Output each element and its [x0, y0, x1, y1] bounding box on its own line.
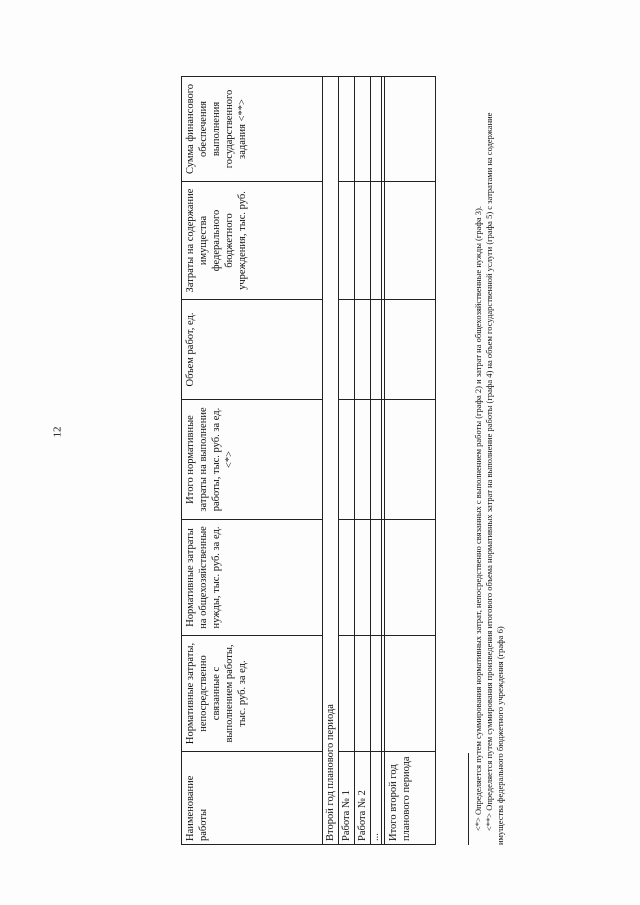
table-row	[355, 77, 371, 845]
row-label: Работа № 1	[339, 752, 355, 845]
header-direct-costs: Нормативные затраты, непосредственно связанные с выполнением работы, тыс. руб. за ед.	[182, 636, 323, 752]
row-label: Работа № 2	[355, 752, 371, 845]
header-property-costs: Затраты на содержание имущества федерального бюджетного учреждения, тыс. руб.	[182, 182, 323, 300]
table-row	[339, 77, 355, 845]
header-total-normative-costs: Итого нормативные затраты на выполнение работы, тыс. руб. за ед. <*>	[182, 400, 323, 520]
footnote-1: <*> Определяется путем суммирования нормативных затрат, непосредственно связанных с выполнением работы (графа 2) и затрат на общехозяйственные нужды (графа 3).	[473, 205, 483, 831]
footnote-separator	[468, 753, 469, 845]
header-financing-sum: Сумма финансового обеспечения выполнения государственного задания <**>	[182, 77, 323, 182]
table-header-row	[182, 77, 323, 845]
header-work-name: Наименование работы	[182, 752, 323, 845]
header-work-volume: Объем работ, ед.	[182, 300, 323, 400]
row-label: ...	[371, 752, 382, 845]
total-label: Итого второй год планового периода	[385, 752, 436, 845]
header-general-costs: Нормативные затраты на общехозяйственные нужды, тыс. руб. за ед.	[182, 520, 323, 636]
total-row	[385, 77, 436, 845]
section-title: Второй год планового периода	[323, 77, 339, 845]
footnotes	[468, 85, 506, 845]
table-row	[371, 77, 382, 845]
page-number: 12	[51, 426, 64, 438]
financing-table	[181, 76, 436, 845]
section-row	[323, 77, 339, 845]
footnote-2: <**> Определяется путем суммирования произведения итогового объема нормативных затрат на выполнение работы (графа 4) на объем государственной услуги (графа 5) с затратами на содержание имущества федерального бюджетного учреждения (графа 6)	[484, 112, 505, 845]
